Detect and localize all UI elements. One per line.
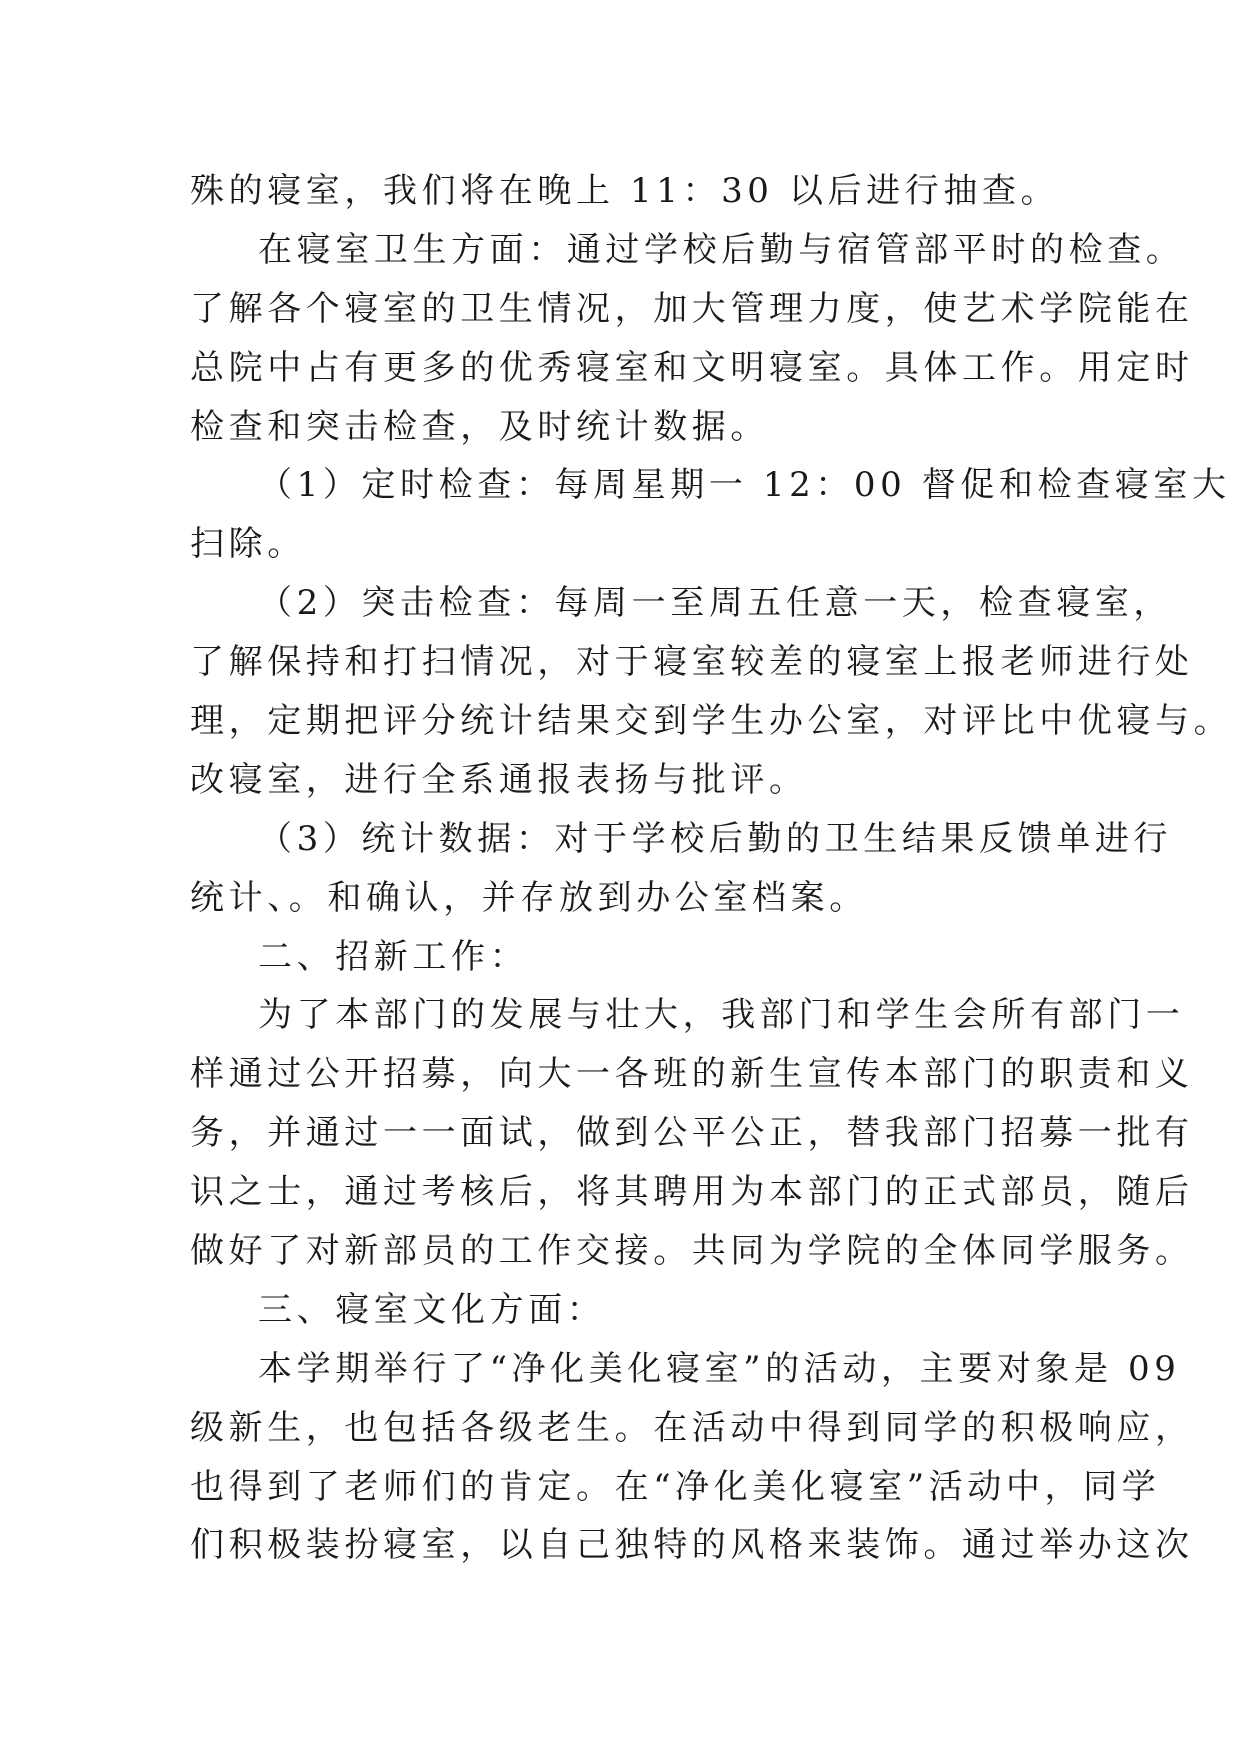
text-line: 了解各个寝室的卫生情况，加大管理力度，使艺术学院能在 (190, 288, 1194, 329)
text-line: 扫除。 (190, 524, 306, 565)
text-line: （2）突击检查：每周一至周五任意一天，检查寝室， (258, 583, 1173, 624)
text-line: 务，并通过一一面试，做到公平公正，替我部门招募一批有 (190, 1113, 1194, 1154)
text-line: 也得到了老师们的肯定。在“净化美化寝室”活动中，同学 (190, 1466, 1161, 1507)
document-body (190, 162, 1233, 1575)
text-line: 做好了对新部员的工作交接。共同为学院的全体同学服务。 (190, 1231, 1194, 1272)
text-line: 理，定期把评分统计结果交到学生办公室，对评比中优寝与。 (190, 701, 1233, 742)
text-line: 本学期举行了“净化美化寝室”的活动，主要对象是 09 (258, 1348, 1181, 1389)
text-line: 检查和突击检查，及时统计数据。 (190, 406, 769, 447)
text-line: 级新生，也包括各级老生。在活动中得到同学的积极响应， (190, 1407, 1194, 1448)
text-line: 改寝室，进行全系通报表扬与批评。 (190, 759, 808, 800)
text-line: 统计、。和确认，并存放到办公室档案。 (190, 877, 868, 918)
text-line: 们积极装扮寝室，以自己独特的风格来装饰。通过举办这次 (190, 1525, 1194, 1566)
text-line: 在寝室卫生方面：通过学校后勤与宿管部平时的检查。 (258, 229, 1185, 270)
text-line: 总院中占有更多的优秀寝室和文明寝室。具体工作。用定时 (190, 347, 1194, 388)
section-heading: 三、寝室文化方面： (258, 1289, 606, 1330)
text-line: 识之士，通过考核后，将其聘用为本部门的正式部员，随后 (190, 1172, 1194, 1213)
text-line: 为了本部门的发展与壮大，我部门和学生会所有部门一 (258, 995, 1185, 1036)
section-heading: 二、招新工作： (258, 936, 529, 977)
text-line: 样通过公开招募，向大一各班的新生宣传本部门的职责和义 (190, 1054, 1194, 1095)
text-line: 殊的寝室，我们将在晚上 11：30 以后进行抽查。 (190, 171, 1060, 211)
text-line: 了解保持和打扫情况，对于寝室较差的寝室上报老师进行处 (190, 642, 1194, 683)
text-line: （3）统计数据：对于学校后勤的卫生结果反馈单进行 (258, 818, 1173, 859)
text-line: （1）定时检查：每周星期一 12：00 督促和检查寝室大 (258, 465, 1231, 506)
